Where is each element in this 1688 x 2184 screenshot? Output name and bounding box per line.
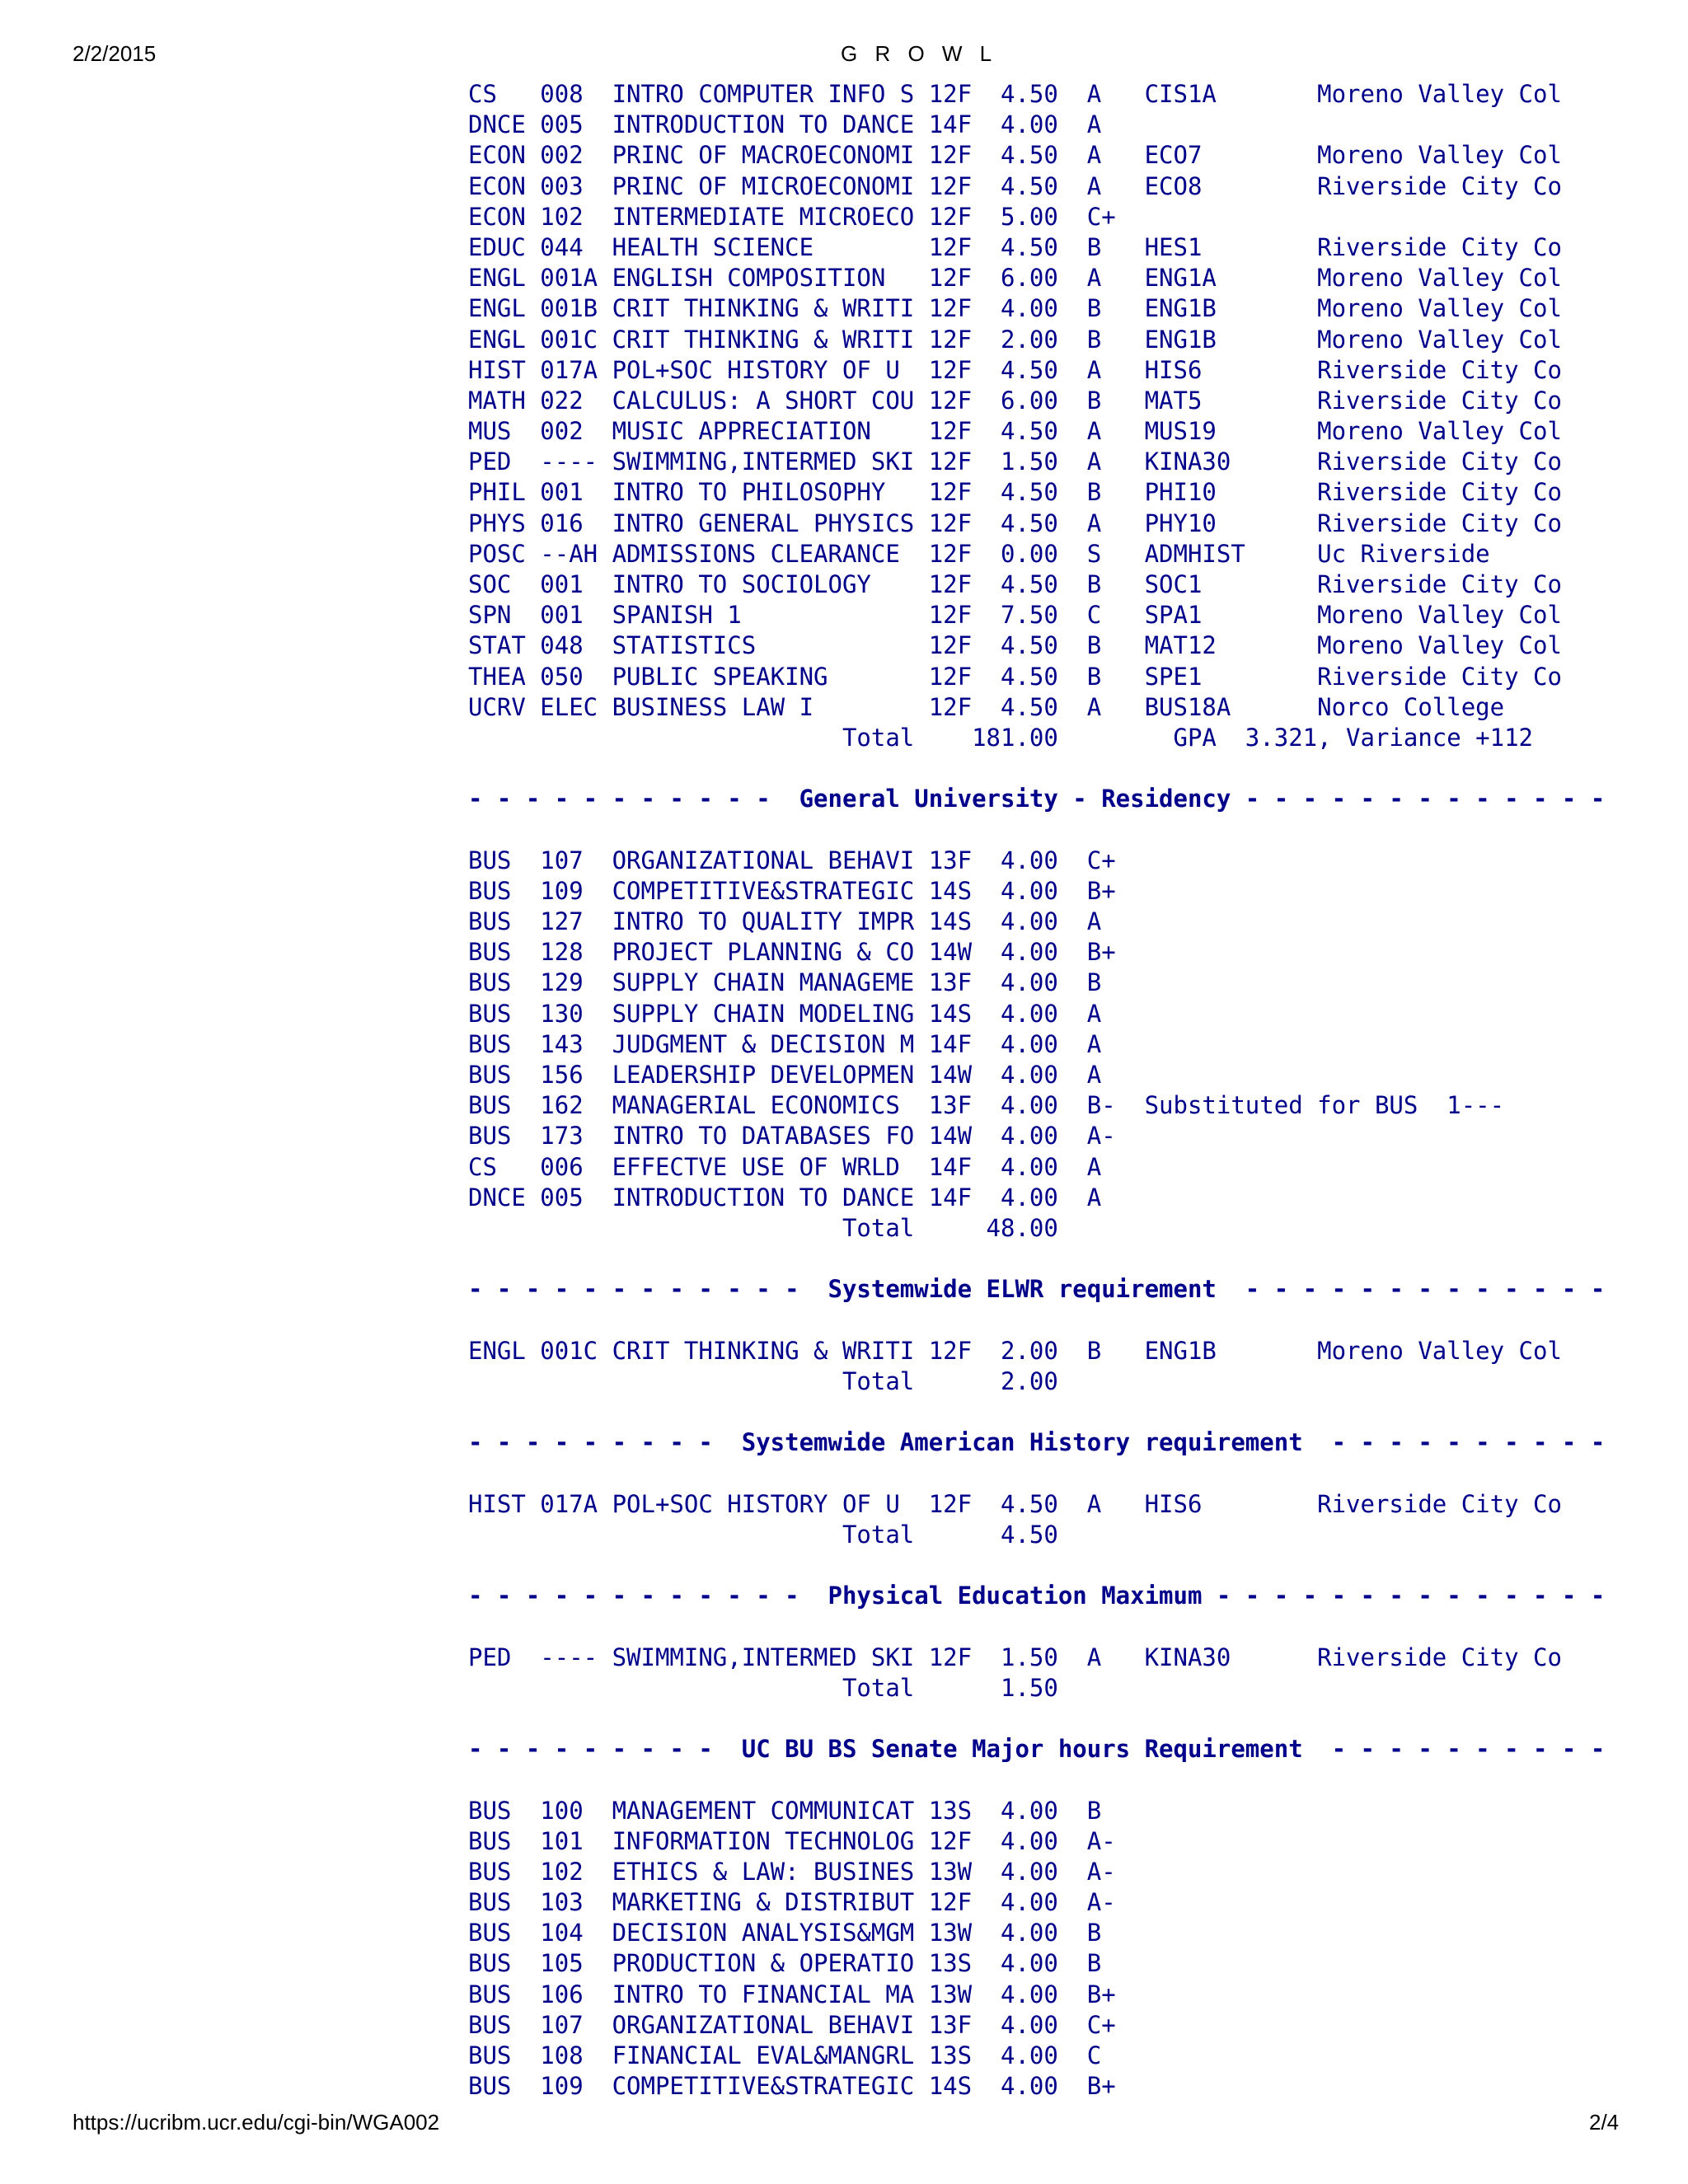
blank-line — [468, 1305, 1605, 1336]
course-row: BUS 128 PROJECT PLANNING & CO 14W 4.00 B+ — [468, 938, 1116, 967]
section-header: - - - - - - - - - Systemwide American History requirement - - - - - - - - - - — [468, 1428, 1606, 1457]
course-row: ECON 003 PRINC OF MICROECONOMI 12F 4.50 A ECO8 Riverside City Co — [468, 171, 1562, 200]
course-row: PHYS 016 INTRO GENERAL PHYSICS 12F 4.50 A PHY10 Riverside City Co — [468, 509, 1562, 537]
course-row: BUS 103 MARKETING & DISTRIBUT 12F 4.00 A- — [468, 1888, 1116, 1917]
course-row: BUS 104 DECISION ANALYSIS&MGM 13W 4.00 B — [468, 1919, 1102, 1947]
course-row: SPN 001 SPANISH 1 12F 7.50 C SPA1 Moreno Valley Col — [468, 601, 1562, 630]
course-row: PED ---- SWIMMING,INTERMED SKI 12F 1.50 A KINA30 Riverside City Co — [468, 1643, 1562, 1671]
course-row: BUS 127 INTRO TO QUALITY IMPR 14S 4.00 A — [468, 907, 1102, 936]
course-row: ECON 002 PRINC OF MACROECONOMI 12F 4.50 A ECO7 Moreno Valley Col — [468, 141, 1562, 170]
course-row: BUS 105 PRODUCTION & OPERATIO 13S 4.00 B — [468, 1949, 1102, 1978]
course-row: EDUC 044 HEALTH SCIENCE 12F 4.50 B HES1 Riverside City Co — [468, 232, 1562, 261]
course-row: ENGL 001A ENGLISH COMPOSITION 12F 6.00 A ENG1A Moreno Valley Col — [468, 264, 1562, 293]
course-row: BUS 107 ORGANIZATIONAL BEHAVI 13F 4.00 C+ — [468, 846, 1116, 874]
course-row: BUS 102 ETHICS & LAW: BUSINES 13W 4.00 A- — [468, 1857, 1116, 1886]
blank-line — [468, 1611, 1605, 1642]
course-row: BUS 162 MANAGERIAL ECONOMICS 13F 4.00 B- Substituted for BUS 1--- — [468, 1091, 1505, 1120]
course-row: BUS 100 MANAGEMENT COMMUNICAT 13S 4.00 B — [468, 1796, 1102, 1825]
blank-line — [468, 1550, 1605, 1581]
course-row: BUS 173 INTRO TO DATABASES FO 14W 4.00 A- — [468, 1122, 1116, 1151]
page-title: G R O W L — [841, 41, 998, 66]
course-row: ENGL 001B CRIT THINKING & WRITI 12F 4.00 B ENG1B Moreno Valley Col — [468, 294, 1562, 323]
course-row: STAT 048 STATISTICS 12F 4.50 B MAT12 Moreno Valley Col — [468, 631, 1562, 660]
transcript-report — [468, 79, 1605, 2102]
section-header: - - - - - - - - - - - General University - Residency - - - - - - - - - - - - - — [468, 785, 1606, 813]
section-total: Total 1.50 — [468, 1673, 1058, 1702]
page-number: 2/4 — [1589, 2110, 1620, 2135]
course-row: PHIL 001 INTRO TO PHILOSOPHY 12F 4.50 B PHI10 Riverside City Co — [468, 478, 1562, 507]
course-row: CS 008 INTRO COMPUTER INFO S 12F 4.50 A CIS1A Moreno Valley Col — [468, 80, 1562, 108]
course-row: UCRV ELEC BUSINESS LAW I 12F 4.50 A BUS18A Norco College — [468, 692, 1505, 721]
course-row: BUS 107 ORGANIZATIONAL BEHAVI 13F 4.00 C+ — [468, 2010, 1116, 2039]
blank-line — [468, 1458, 1605, 1488]
course-row: BUS 108 FINANCIAL EVAL&MANGRL 13S 4.00 C — [468, 2041, 1102, 2069]
course-row: SOC 001 INTRO TO SOCIOLOGY 12F 4.50 B SOC1 Riverside City Co — [468, 570, 1562, 598]
course-row: DNCE 005 INTRODUCTION TO DANCE 14F 4.00 A — [468, 110, 1102, 139]
course-row: ECON 102 INTERMEDIATE MICROECO 12F 5.00 C+ — [468, 202, 1116, 231]
section-header: - - - - - - - - - - - - Physical Education Maximum - - - - - - - - - - - - - - — [468, 1582, 1606, 1610]
section-header: - - - - - - - - - UC BU BS Senate Major hours Requirement - - - - - - - - - - — [468, 1735, 1606, 1764]
blank-line — [468, 1765, 1605, 1795]
course-row: PED ---- SWIMMING,INTERMED SKI 12F 1.50 A KINA30 Riverside City Co — [468, 448, 1562, 476]
section-total: Total 4.50 — [468, 1520, 1058, 1549]
course-row: ENGL 001C CRIT THINKING & WRITI 12F 2.00 B ENG1B Moreno Valley Col — [468, 1336, 1562, 1365]
footer-url: https://ucribm.ucr.edu/cgi-bin/WGA002 — [73, 2110, 440, 2135]
course-row: CS 006 EFFECTVE USE OF WRLD 14F 4.00 A — [468, 1152, 1102, 1181]
course-row: BUS 101 INFORMATION TECHNOLOG 12F 4.00 A- — [468, 1826, 1116, 1855]
course-row: HIST 017A POL+SOC HISTORY OF U 12F 4.50 A HIS6 Riverside City Co — [468, 355, 1562, 384]
course-row: POSC --AH ADMISSIONS CLEARANCE 12F 0.00 S ADMHIST Uc Riverside — [468, 539, 1490, 568]
section-total: Total 181.00 GPA 3.321, Variance +112 — [468, 723, 1534, 752]
course-row: MATH 022 CALCULUS: A SHORT COU 12F 6.00 B MAT5 Riverside City Co — [468, 386, 1562, 415]
course-row: ENGL 001C CRIT THINKING & WRITI 12F 2.00 B ENG1B Moreno Valley Col — [468, 325, 1562, 354]
blank-line — [468, 753, 1605, 784]
blank-line — [468, 815, 1605, 846]
blank-line — [468, 1244, 1605, 1274]
blank-line — [468, 1397, 1605, 1427]
course-row: BUS 130 SUPPLY CHAIN MODELING 14S 4.00 A — [468, 999, 1102, 1028]
section-total: Total 2.00 — [468, 1366, 1058, 1395]
section-total: Total 48.00 — [468, 1213, 1058, 1242]
course-row: DNCE 005 INTRODUCTION TO DANCE 14F 4.00 A — [468, 1183, 1102, 1212]
course-row: BUS 129 SUPPLY CHAIN MANAGEME 13F 4.00 B — [468, 968, 1102, 997]
section-header: - - - - - - - - - - - - Systemwide ELWR requirement - - - - - - - - - - - - - — [468, 1275, 1606, 1304]
course-row: BUS 109 COMPETITIVE&STRATEGIC 14S 4.00 B+ — [468, 876, 1116, 905]
course-row: MUS 002 MUSIC APPRECIATION 12F 4.50 A MUS19 Moreno Valley Col — [468, 417, 1562, 446]
course-row: BUS 143 JUDGMENT & DECISION M 14F 4.00 A — [468, 1029, 1102, 1058]
course-row: HIST 017A POL+SOC HISTORY OF U 12F 4.50 A HIS6 Riverside City Co — [468, 1489, 1562, 1518]
course-row: BUS 109 COMPETITIVE&STRATEGIC 14S 4.00 B+ — [468, 2072, 1116, 2101]
course-row: BUS 156 LEADERSHIP DEVELOPMEN 14W 4.00 A — [468, 1061, 1102, 1089]
course-row: THEA 050 PUBLIC SPEAKING 12F 4.50 B SPE1 Riverside City Co — [468, 662, 1562, 691]
course-row: BUS 106 INTRO TO FINANCIAL MA 13W 4.00 B+ — [468, 1980, 1116, 2008]
print-date: 2/2/2015 — [73, 41, 157, 66]
blank-line — [468, 1704, 1605, 1734]
